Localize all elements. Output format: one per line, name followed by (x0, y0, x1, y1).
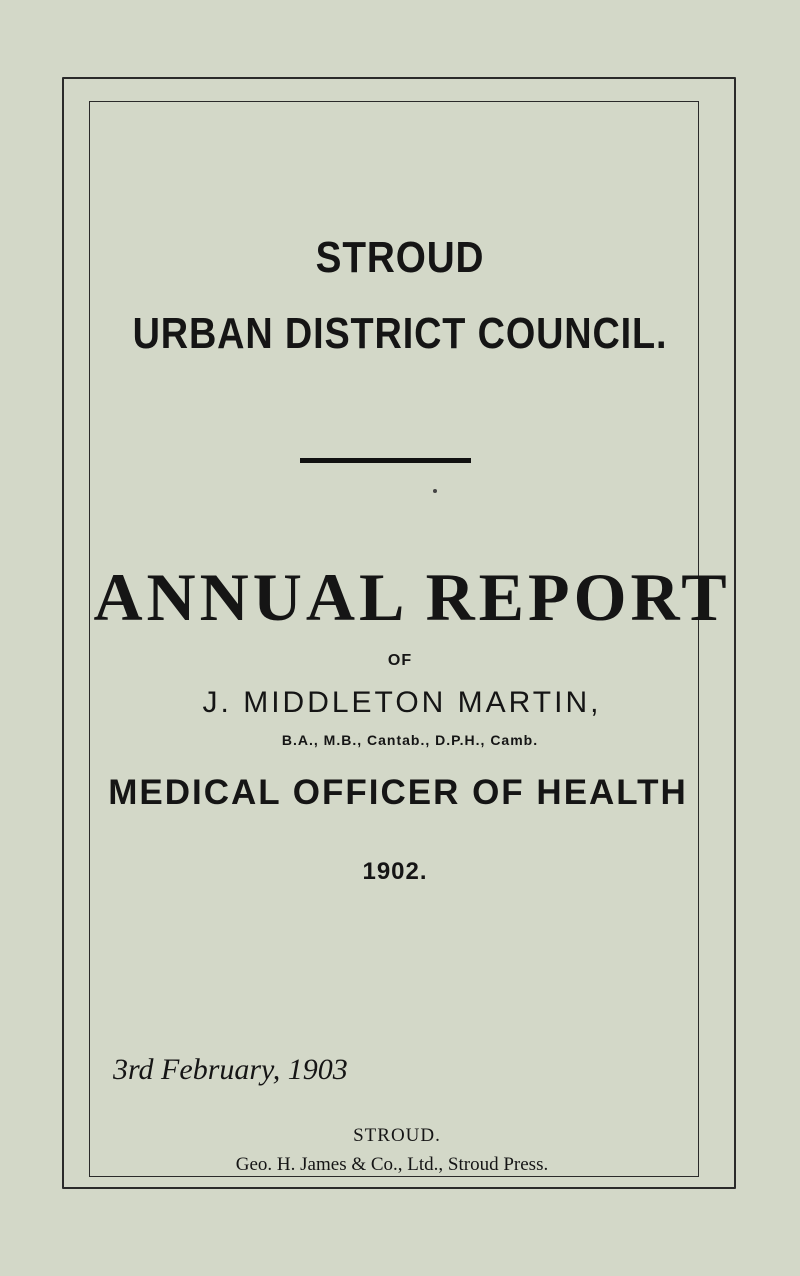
printer-imprint: Geo. H. James & Co., Ltd., Stroud Press. (235, 1154, 549, 1175)
council-name: URBAN DISTRICT COUNCIL. (132, 309, 668, 358)
divider-rule (300, 458, 471, 463)
town-name: STROUD (315, 233, 485, 282)
ornament-dot (433, 489, 437, 493)
officer-name: J. MIDDLETON MARTIN, (202, 686, 602, 719)
printer-place: STROUD. (353, 1125, 441, 1146)
report-date: 3rd February, 1903 (113, 1053, 348, 1086)
officer-degrees: B.A., M.B., Cantab., D.P.H., Camb. (281, 732, 539, 748)
report-year: 1902. (362, 858, 428, 885)
officer-title: MEDICAL OFFICER OF HEALTH (108, 773, 688, 812)
report-title: ANNUAL REPORT (93, 559, 731, 635)
of-label: OF (387, 652, 413, 669)
